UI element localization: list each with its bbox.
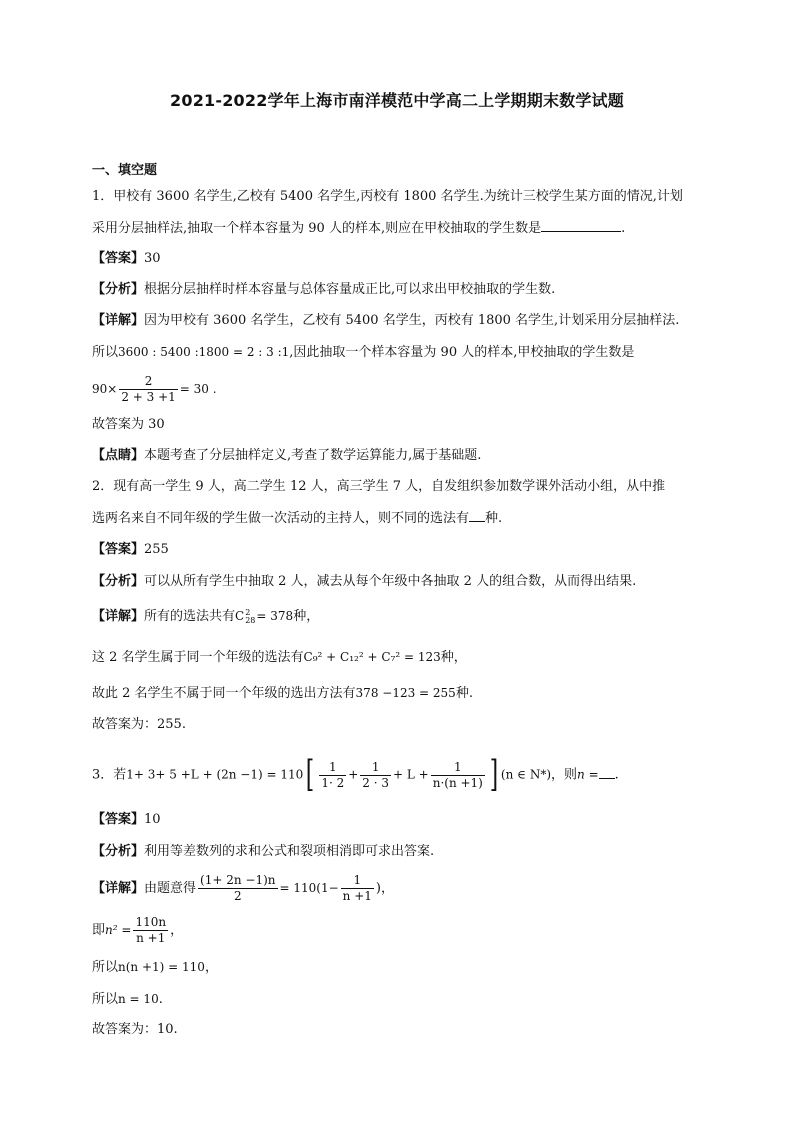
analysis-label: 【分析】 bbox=[92, 574, 145, 589]
q3-detail-2-pre: 即 bbox=[92, 923, 106, 938]
q2-detail-line-3 bbox=[92, 684, 473, 704]
q3-frac-2 bbox=[360, 760, 391, 791]
q1-detail-line-1 bbox=[92, 312, 679, 332]
q2-analysis-text: 可以从所有学生中抽取 2 人，减去从每个年级中各抽取 2 人的组合数，从而得出结果. bbox=[144, 574, 637, 589]
comment-label: 【点睛】 bbox=[92, 448, 145, 463]
q3-frac-3 bbox=[431, 760, 485, 791]
answer-label: 【答案】 bbox=[92, 251, 145, 266]
q3-frac-3-num: 1 bbox=[431, 760, 485, 776]
q2-stem-line-1: 2．现有高一学生 9 人，高二学生 12 人，高三学生 7 人，自发组织参加数学课外活动小组，从中推 bbox=[92, 479, 666, 494]
detail-label: 【详解】 bbox=[92, 609, 145, 624]
analysis-label: 【分析】 bbox=[92, 282, 145, 297]
q1-analysis bbox=[92, 281, 555, 301]
q2-combination bbox=[235, 609, 293, 623]
q3-detail-1-mid: = 110(1− bbox=[279, 881, 339, 895]
q3-conclusion: 故答案为：10. bbox=[92, 1022, 178, 1037]
q1-answer-value: 30 bbox=[144, 251, 161, 266]
q3-detail-3-post: ， bbox=[204, 960, 218, 975]
q2-detail-2-math: C₉² + C₁₂² + C₇² = 123 bbox=[303, 650, 441, 664]
q2-c-rest: = 378 bbox=[256, 609, 294, 623]
q1-detail-2-pre: 所以 bbox=[92, 345, 119, 360]
q2-detail-3-post: 种. bbox=[455, 686, 473, 701]
q3-detail-line-3 bbox=[92, 958, 218, 978]
q3-answer-blank bbox=[599, 766, 615, 779]
q3-frac-1-den: 1· 2 bbox=[321, 775, 345, 790]
q2-detail-line-2 bbox=[92, 648, 467, 668]
q3-detail-1-post: )， bbox=[375, 881, 394, 896]
q1-fraction-num: 2 bbox=[119, 374, 177, 390]
q1-fraction-den: 2 + 3 +1 bbox=[121, 390, 176, 404]
q2-c-sup: 2 bbox=[245, 607, 251, 617]
q3-detail-line-4 bbox=[92, 990, 163, 1010]
q1-conclusion: 故答案为 30 bbox=[92, 417, 165, 432]
q1-calc-pre: 90× bbox=[92, 382, 118, 396]
q3-mid: + L + bbox=[393, 767, 429, 782]
q1-comment bbox=[92, 447, 481, 467]
q2-detail-3-math: 378 −123 = 255 bbox=[355, 686, 456, 700]
q3-detail-line-1 bbox=[92, 873, 394, 909]
q1-fraction bbox=[119, 374, 177, 405]
q3-frac-2-num: 1 bbox=[360, 760, 391, 776]
q1-answer bbox=[92, 250, 161, 270]
q1-stem-end: . bbox=[621, 221, 626, 236]
answer-label: 【答案】 bbox=[92, 812, 145, 827]
q1-detail-line-2 bbox=[92, 343, 634, 363]
q3-detail-2-num: 110n bbox=[135, 915, 167, 929]
q3-lhs: 1+ 3+ 5 +L + (2n −1) = 110 bbox=[126, 767, 304, 782]
q3-detail-1-pre: 由题意得 bbox=[144, 881, 197, 896]
q2-stem-line-2 bbox=[92, 509, 502, 529]
q1-detail-2-post: ,因此抽取一个样本容量为 90 人的样本,甲校抽取的学生数是 bbox=[289, 345, 635, 360]
q1-answer-blank bbox=[541, 219, 621, 232]
q1-comment-text: 本题考查了分层抽样定义,考查了数学运算能力,属于基础题. bbox=[144, 448, 482, 463]
q3-stem-post: ，则 bbox=[551, 767, 578, 783]
q3-cond: (n ∈ N*) bbox=[500, 767, 552, 782]
q2-answer-blank bbox=[469, 509, 485, 522]
q3-detail-2-den: n +1 bbox=[136, 931, 166, 945]
q3-answer-value: 10 bbox=[144, 812, 161, 827]
analysis-label: 【分析】 bbox=[92, 844, 145, 859]
q1-detail-text: 因为甲校有 3600 名学生，乙校有 5400 名学生，丙校有 1800 名学生,计划采用分层抽样法. bbox=[144, 313, 680, 328]
q1-stem-line-1: 1．甲校有 3600 名学生,乙校有 5400 名学生,丙校有 1800 名学生.为统计三校学生某方面的情况,计划 bbox=[92, 189, 683, 204]
detail-label: 【详解】 bbox=[92, 313, 145, 328]
q3-detail-4-math: n = 10 bbox=[118, 992, 159, 1006]
q3-sum-num: (1+ 2n −1)n bbox=[200, 873, 276, 887]
q3-sum-den: 2 bbox=[233, 889, 242, 903]
q3-detail-1-frac bbox=[341, 873, 374, 904]
q3-detail-1-frac-num: 1 bbox=[341, 873, 374, 889]
q2-c-symbol: C bbox=[235, 609, 245, 623]
answer-label: 【答案】 bbox=[92, 542, 145, 557]
q2-detail-1-pre: 所有的选法共有 bbox=[144, 609, 236, 624]
q3-frac-1 bbox=[319, 760, 346, 791]
q2-detail-line-1 bbox=[92, 607, 319, 627]
q3-detail-3-math: n(n +1) = 110 bbox=[118, 960, 205, 974]
q3-detail-3-pre: 所以 bbox=[92, 960, 119, 975]
q1-stem-text: 采用分层抽样法,抽取一个样本容量为 90 人的样本,则应在甲校抽取的学生数是 bbox=[92, 221, 542, 236]
q3-frac-1-num: 1 bbox=[319, 760, 346, 776]
q3-analysis-text: 利用等差数列的求和公式和裂项相消即可求出答案. bbox=[144, 844, 435, 859]
left-bracket-icon: [ bbox=[306, 754, 315, 795]
q2-stem-end: 种. bbox=[485, 511, 503, 526]
q1-calc-post: = 30 . bbox=[179, 382, 217, 396]
q2-analysis bbox=[92, 573, 636, 593]
right-bracket-icon: ] bbox=[489, 754, 499, 795]
q2-detail-2-post: 种， bbox=[440, 650, 467, 665]
q3-detail-2-lhs: n² = bbox=[105, 923, 132, 937]
q3-detail-1-frac-den: n +1 bbox=[342, 889, 372, 903]
q3-frac-3-den: n·(n +1) bbox=[432, 775, 483, 790]
q2-answer-value: 255 bbox=[144, 542, 169, 557]
q2-conclusion: 故答案为：255. bbox=[92, 717, 186, 732]
q3-answer bbox=[92, 811, 161, 831]
q2-c-sub: 28 bbox=[245, 615, 256, 625]
section-heading: 一、填空题 bbox=[92, 163, 158, 178]
q3-detail-2-frac bbox=[133, 915, 168, 946]
q1-ratio-math: 3600 : 5400 :1800 = 2 : 3 :1 bbox=[118, 345, 290, 359]
q3-stem-pre: 3．若 bbox=[92, 767, 127, 783]
q2-detail-1-post: 种， bbox=[293, 609, 320, 624]
q2-stem-text: 选两名来自不同年级的学生做一次活动的主持人，则不同的选法有 bbox=[92, 511, 470, 526]
q2-answer bbox=[92, 541, 169, 561]
q2-detail-2-pre: 这 2 名学生属于同一个年级的选法有 bbox=[92, 650, 304, 665]
q3-n: n = bbox=[577, 767, 599, 782]
q3-detail-4-pre: 所以 bbox=[92, 992, 119, 1007]
q1-detail-line-3 bbox=[92, 374, 217, 410]
q3-detail-2-post: ， bbox=[170, 923, 184, 938]
q1-stem-line-2 bbox=[92, 219, 625, 239]
q3-analysis bbox=[92, 843, 434, 863]
q3-frac-2-den: 2 · 3 bbox=[362, 775, 389, 790]
q3-detail-4-post: . bbox=[158, 992, 163, 1007]
q1-analysis-text: 根据分层抽样时样本容量与总体容量成正比,可以求出甲校抽取的学生数. bbox=[144, 282, 556, 297]
q3-stem-end: . bbox=[614, 767, 619, 783]
q3-detail-line-2 bbox=[92, 915, 183, 951]
document-title: 2021-2022学年上海市南洋模范中学高二上学期期末数学试题 bbox=[170, 91, 624, 110]
detail-label: 【详解】 bbox=[92, 881, 145, 896]
q3-stem: 3．若1+ 3+ 5 +L + (2n −1) = 110[ $\frac{1}{1\cdot 2}$ + $\frac{1}{2 \cdot 3}$ + L + $\frac{1}{n\cdot(n +1)}$ ] (n ∈ N*)，则n = . bbox=[92, 754, 619, 795]
q2-detail-3-pre: 故此 2 名学生不属于同一个年级的选出方法有 bbox=[92, 686, 356, 701]
q3-sum-fraction bbox=[198, 873, 277, 904]
